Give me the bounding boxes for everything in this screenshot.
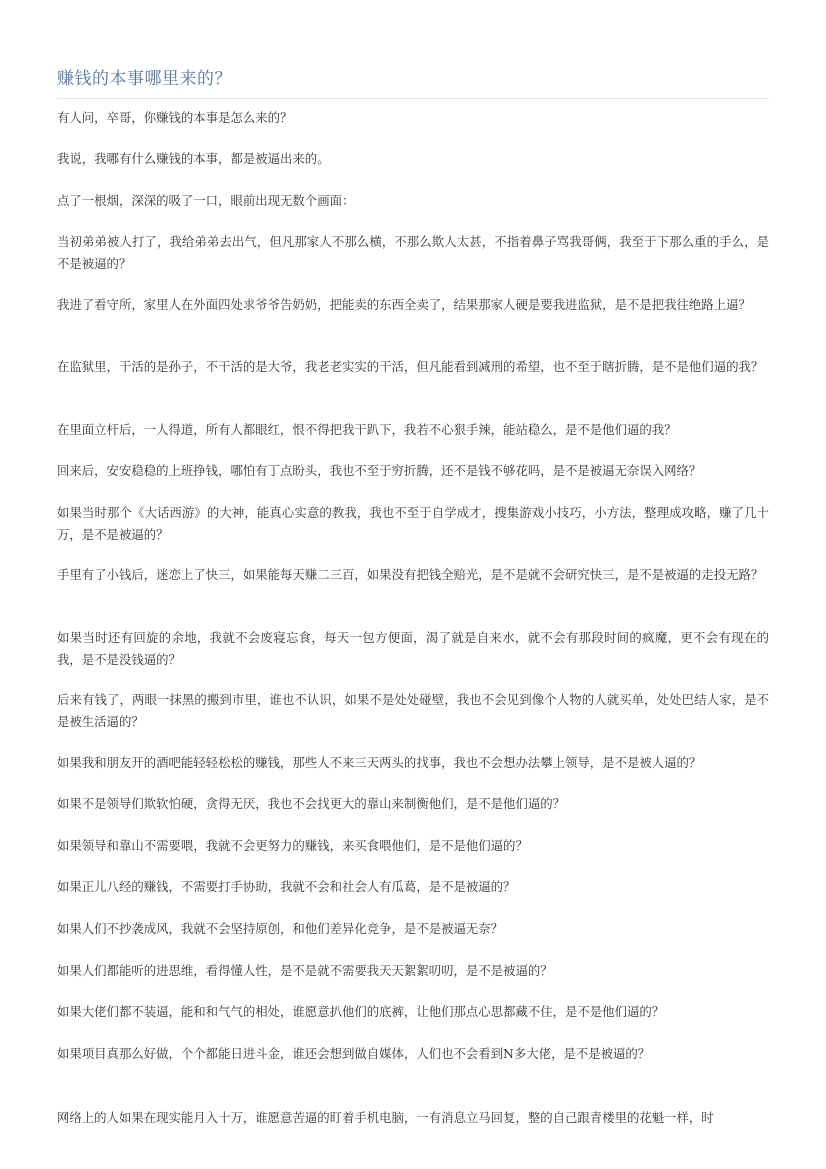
paragraph: 如果当时那个《大话西游》的大神，能真心实意的教我，我也不至于自学成才，搜集游戏小技巧，小方法，整理成攻略，赚了几十万，是不是被逼的？ [57, 505, 769, 542]
paragraph: 如果项目真那么好做，个个都能日进斗金，谁还会想到做自媒体，人们也不会看到N多大佬，是不是被逼的？ [57, 1046, 651, 1061]
paragraph: 有人问，卒哥，你赚钱的本事是怎么来的？ [57, 110, 293, 125]
paragraph: 当初弟弟被人打了，我给弟弟去出气，但凡那家人不那么横，不那么欺人太甚，不指着鼻子骂我哥俩，我至于下那么重的手么，是不是被逼的？ [57, 234, 769, 271]
paragraph: 如果人们都能听的进思维，看得懂人性，是不是就不需要我天天絮絮叨叨，是不是被逼的？ [57, 963, 553, 978]
paragraph: 如果人们不抄袭成风，我就不会坚持原创，和他们差异化竞争，是不是被逼无奈？ [57, 921, 504, 936]
paragraph: 如果领导和靠山不需要喂，我就不会更努力的赚钱，来买食喂他们，是不是他们逼的？ [57, 838, 528, 853]
paragraph: 点了一根烟，深深的吸了一口，眼前出现无数个画面： [57, 193, 355, 208]
article-title: 赚钱的本事哪里来的？ [57, 69, 232, 89]
paragraph: 后来有钱了，两眼一抹黑的搬到市里，谁也不认识，如果不是处处碰壁，我也不会见到像个人物的人就买单，处处巴结人家，是不是被生活逼的？ [57, 692, 769, 729]
paragraph: 在里面立杆后，一人得道，所有人都眼红，恨不得把我干趴下，我若不心狠手辣，能站稳么，是不是他们逼的我？ [57, 422, 677, 437]
paragraph: 如果大佬们都不装逼，能和和气气的相处，谁愿意扒他们的底裤，让他们那点心思都藏不住，是不是他们逼的？ [57, 1004, 665, 1019]
paragraph: 如果正儿八经的赚钱，不需要打手协助，我就不会和社会人有瓜葛，是不是被逼的？ [57, 879, 516, 894]
paragraph: 手里有了小钱后，迷恋上了快三，如果能每天赚二三百，如果没有把钱全赔光，是不是就不会研究快三，是不是被逼的走投无路？ [57, 567, 764, 582]
paragraph: 如果不是领导们欺软怕硬，贪得无厌，我也不会找更大的靠山来制衡他们，是不是他们逼的？ [57, 796, 566, 811]
paragraph: 我进了看守所，家里人在外面四处求爷爷告奶奶，把能卖的东西全卖了，结果那家人硬是要我进监狱，是不是把我往绝路上逼？ [57, 297, 751, 312]
paragraph: 如果当时还有回旋的余地，我就不会废寝忘食，每天一包方便面，渴了就是自来水，就不会有那段时间的疯魔，更不会有现在的我，是不是没钱逼的？ [57, 630, 769, 667]
paragraph: 我说，我哪有什么赚钱的本事，都是被逼出来的。 [57, 151, 330, 166]
paragraph-truncated: 网络上的人如果在现实能月入十万，谁愿意苦逼的盯着手机电脑，一有消息立马回复，整的自己跟青楼里的花魁一样，时 [57, 1110, 714, 1125]
title-divider [57, 98, 769, 99]
paragraph: 如果我和朋友开的酒吧能轻轻松松的赚钱，那些人不来三天两头的找事，我也不会想办法攀上领导，是不是被人逼的？ [57, 755, 702, 770]
paragraph: 回来后，安安稳稳的上班挣钱，哪怕有丁点盼头，我也不至于穷折腾，还不是钱不够花吗，是不是被逼无奈误入网络？ [57, 463, 702, 478]
paragraph: 在监狱里，干活的是孙子，不干活的是大爷，我老老实实的干活，但凡能看到减刑的希望，也不至于瞎折腾，是不是他们逼的我？ [57, 359, 764, 374]
